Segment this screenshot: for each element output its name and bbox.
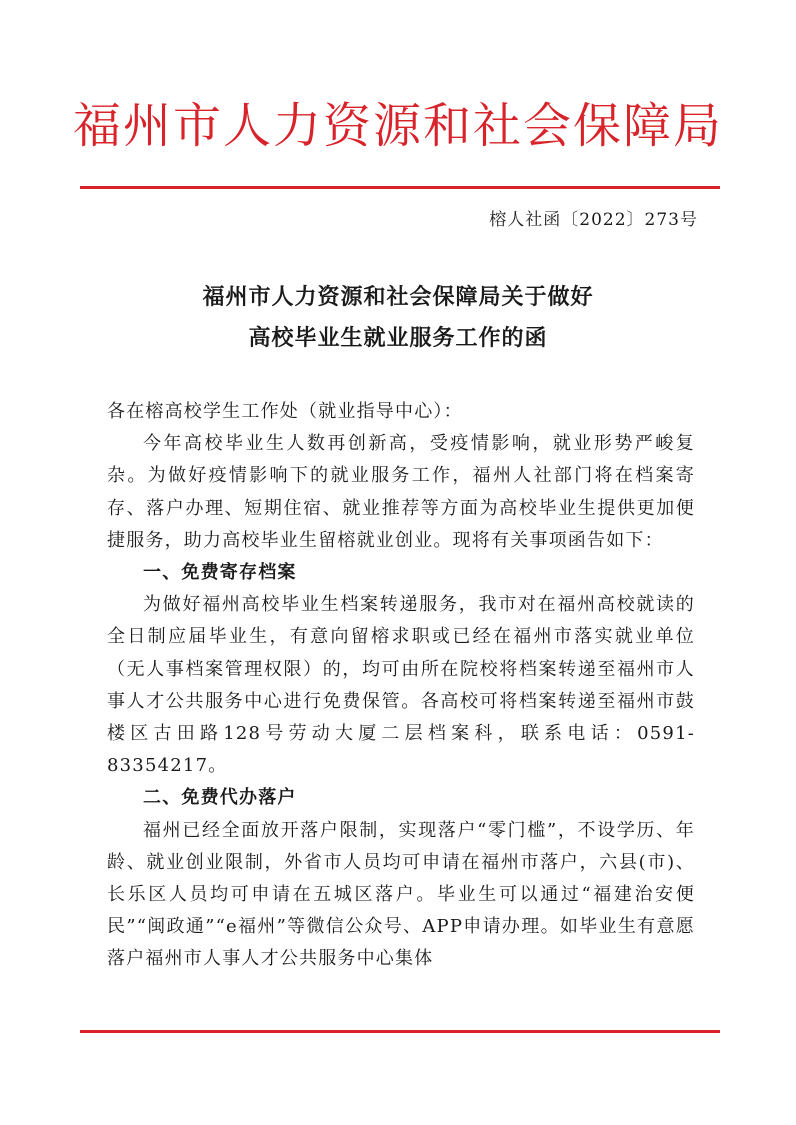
section-paragraph: 福州已经全面放开落户限制，实现落户“零门槛”，不设学历、年龄、就业创业限制，外省市人员均可申请在福州市落户，六县(市)、长乐区人员均可申请在五城区落户。毕业生可以通过“福建治安便民”“闽政通”“e福州”等微信公众号、APP申请办理。如毕业生有意愿落户福州市人事人才公共服务中心集体 <box>107 819 695 970</box>
document-number: 榕人社函〔2022〕273号 <box>489 210 698 230</box>
section-paragraph: 为做好福州高校毕业生档案转递服务，我市对在福州高校就读的全日制应届毕业生，有意向留榕求职或已经在福州市落实就业单位（无人事档案管理权限）的，均可由所在院校将档案转递至福州市人事人才公共服务中心进行免费保管。各高校可将档案转递至福州市鼓楼区古田路128号劳动大厦二层档案科，联系电话：0591-83354217。 <box>107 594 695 777</box>
document-body <box>107 396 695 976</box>
letterhead-red-rule <box>80 186 720 189</box>
document-title-line2: 高校毕业生就业服务工作的函 <box>248 326 548 351</box>
footer-red-rule <box>80 1030 720 1033</box>
document-title-line1: 福州市人力资源和社会保障局关于做好 <box>202 285 594 310</box>
salutation: 各在榕高校学生工作处（就业指导中心）： <box>107 401 463 422</box>
intro-paragraph: 今年高校毕业生人数再创新高，受疫情影响，就业形势严峻复杂。为做好疫情影响下的就业服务工作，福州人社部门将在档案寄存、落户办理、短期住宿、就业推荐等方面为高校毕业生提供更加便捷服务，助力高校毕业生留榕就业创业。现将有关事项函告如下： <box>107 433 695 551</box>
section-heading: 二、免费代办落户 <box>143 787 297 809</box>
letterhead-agency-name: 福州市人力资源和社会保障局 <box>72 98 723 154</box>
section-heading: 一、免费寄存档案 <box>143 562 297 584</box>
